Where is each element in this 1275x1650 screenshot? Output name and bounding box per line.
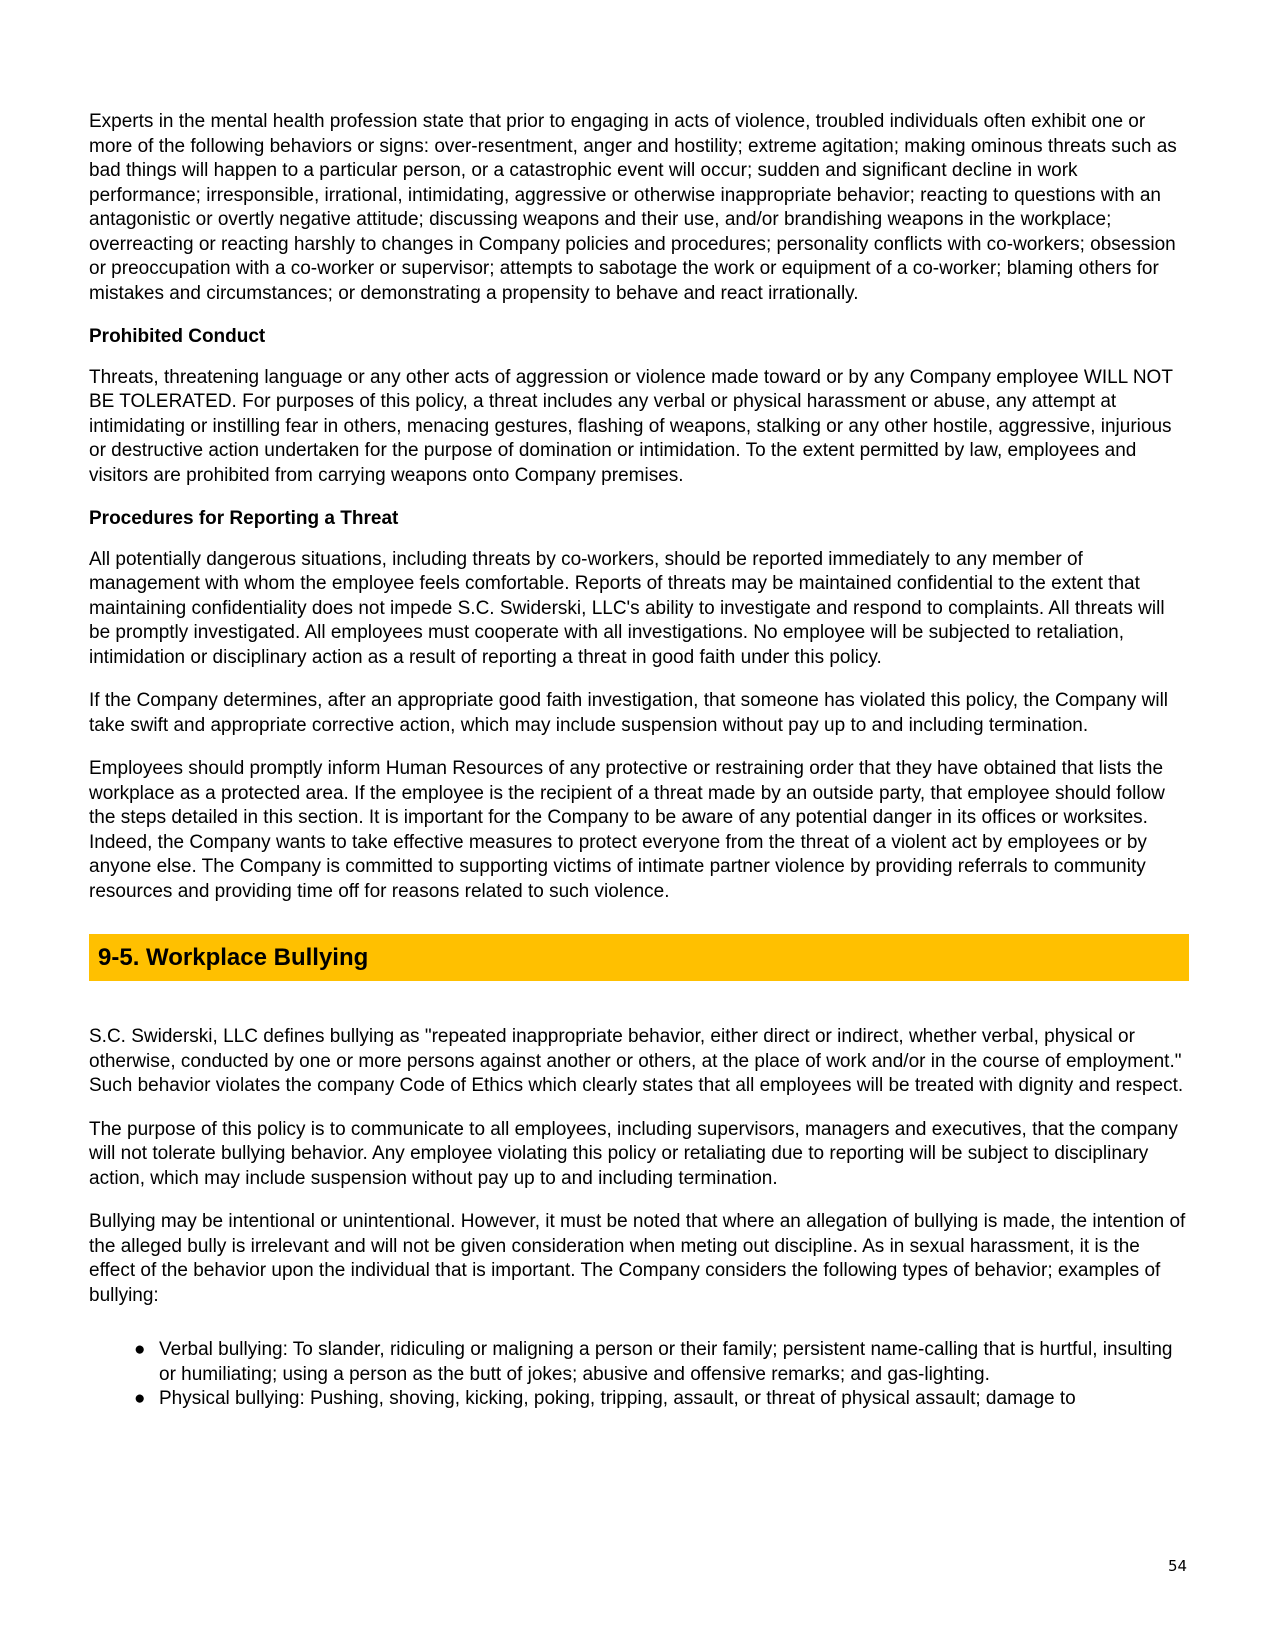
- prohibited-conduct-heading: Prohibited Conduct: [89, 326, 266, 347]
- reporting-paragraph-3: Employees should promptly inform Human Resources of any protective or restraining order that they have obtained that lists the workplace as a protected area. If the employee is the recipient of a threat made by an outside party, that employee should follow the steps detailed in this section. It is important for the Company to be aware of any potential danger in its offices or worksites. Indeed, the Company wants to take effective measures to protect everyone from the threat of a violent act by employees or by anyone else. The Company is committed to supporting victims of intimate partner violence by providing referrals to community resources and providing time off for reasons related to such violence.: [89, 758, 1165, 902]
- bullying-paragraph-3: Bullying may be intentional or unintentional. However, it must be noted that where an allegation of bullying is made, the intention of the alleged bully is irrelevant and will not be given consideration when meting out discipline. As in sexual harassment, it is the effect of the behavior upon the individual that is important. The Company considers the following types of behavior; examples of bullying:: [89, 1211, 1186, 1306]
- section-header-bar: [89, 934, 1189, 981]
- document-page: [89, 110, 1189, 1412]
- list-item: [134, 1338, 1189, 1387]
- bullying-paragraph-2: The purpose of this policy is to communicate to all employees, including supervisors, managers and executives, that the company will not tolerate bullying behavior. Any employee violating this policy or retaliating due to reporting will be subject to disciplinary action, which may include suspension without pay up to and including termination.: [89, 1118, 1178, 1189]
- reporting-procedures-heading: Procedures for Reporting a Threat: [89, 508, 399, 529]
- prohibited-conduct-paragraph: Threats, threatening language or any other acts of aggression or violence made toward or by any Company employee WILL NOT BE TOLERATED. For purposes of this policy, a threat includes any verbal or physical harassment or abuse, any attempt at intimidating or instilling fear in others, menacing gestures, flashing of weapons, stalking or any other hostile, aggressive, injurious or destructive action undertaken for the purpose of domination or intimidation. To the extent permitted by law, employees and visitors are prohibited from carrying weapons onto Company premises.: [89, 366, 1173, 486]
- bullying-types-list: [89, 1338, 1189, 1412]
- reporting-paragraph-1: All potentially dangerous situations, including threats by co-workers, should be reported immediately to any member of management with whom the employee feels comfortable. Reports of threats may be maintained confidential to the extent that maintaining confidentiality does not impede S.C. Swiderski, LLC's ability to investigate and respond to complaints. All threats will be promptly investigated. All employees must cooperate with all investigations. No employee will be subjected to retaliation, intimidation or disciplinary action as a result of reporting a threat in good faith under this policy.: [89, 548, 1165, 668]
- intro-paragraph: Experts in the mental health profession state that prior to engaging in acts of violence, troubled individuals often exhibit one or more of the following behaviors or signs: over-resentment, anger and hostility; extreme agitation; making ominous threats such as bad things will happen to a particular person, or a catastrophic event will occur; sudden and significant decline in work performance; irresponsible, irrational, intimidating, aggressive or otherwise inappropriate behavior; reacting to questions with an antagonistic or overtly negative attitude; discussing weapons and their use, and/or brandishing weapons in the workplace; overreacting or reacting harshly to changes in Company policies and procedures; personality conflicts with co-workers; obsession or preoccupation with a co-worker or supervisor; attempts to sabotage the work or equipment of a co-worker; blaming others for mistakes and circumstances; or demonstrating a propensity to behave and react irrationally.: [89, 111, 1177, 304]
- list-item-text: Physical bullying: Pushing, shoving, kicking, poking, tripping, assault, or threat of physical assault; damage to: [159, 1388, 1076, 1409]
- bullet-icon: ●: [134, 1339, 146, 1360]
- bullying-paragraph-1: S.C. Swiderski, LLC defines bullying as "repeated inappropriate behavior, either direct or indirect, whether verbal, physical or otherwise, conducted by one or more persons against another or others, at the place of work and/or in the course of employment." Such behavior violates the company Code of Ethics which clearly states that all employees will be treated with dignity and respect.: [89, 1026, 1184, 1096]
- reporting-paragraph-2: If the Company determines, after an appropriate good faith investigation, that someone has violated this policy, the Company will take swift and appropriate corrective action, which may include suspension without pay up to and including termination.: [89, 690, 1169, 736]
- list-item-text: Verbal bullying: To slander, ridiculing or maligning a person or their family; persistent name-calling that is hurtful, insulting or humiliating; using a person as the butt of jokes; abusive and offensive remarks; and gas-lighting.: [159, 1339, 1173, 1385]
- section-title: 9-5. Workplace Bullying: [98, 943, 369, 971]
- list-item: [134, 1387, 1189, 1412]
- bullet-icon: ●: [134, 1388, 146, 1409]
- page-number: 54: [1168, 1557, 1188, 1575]
